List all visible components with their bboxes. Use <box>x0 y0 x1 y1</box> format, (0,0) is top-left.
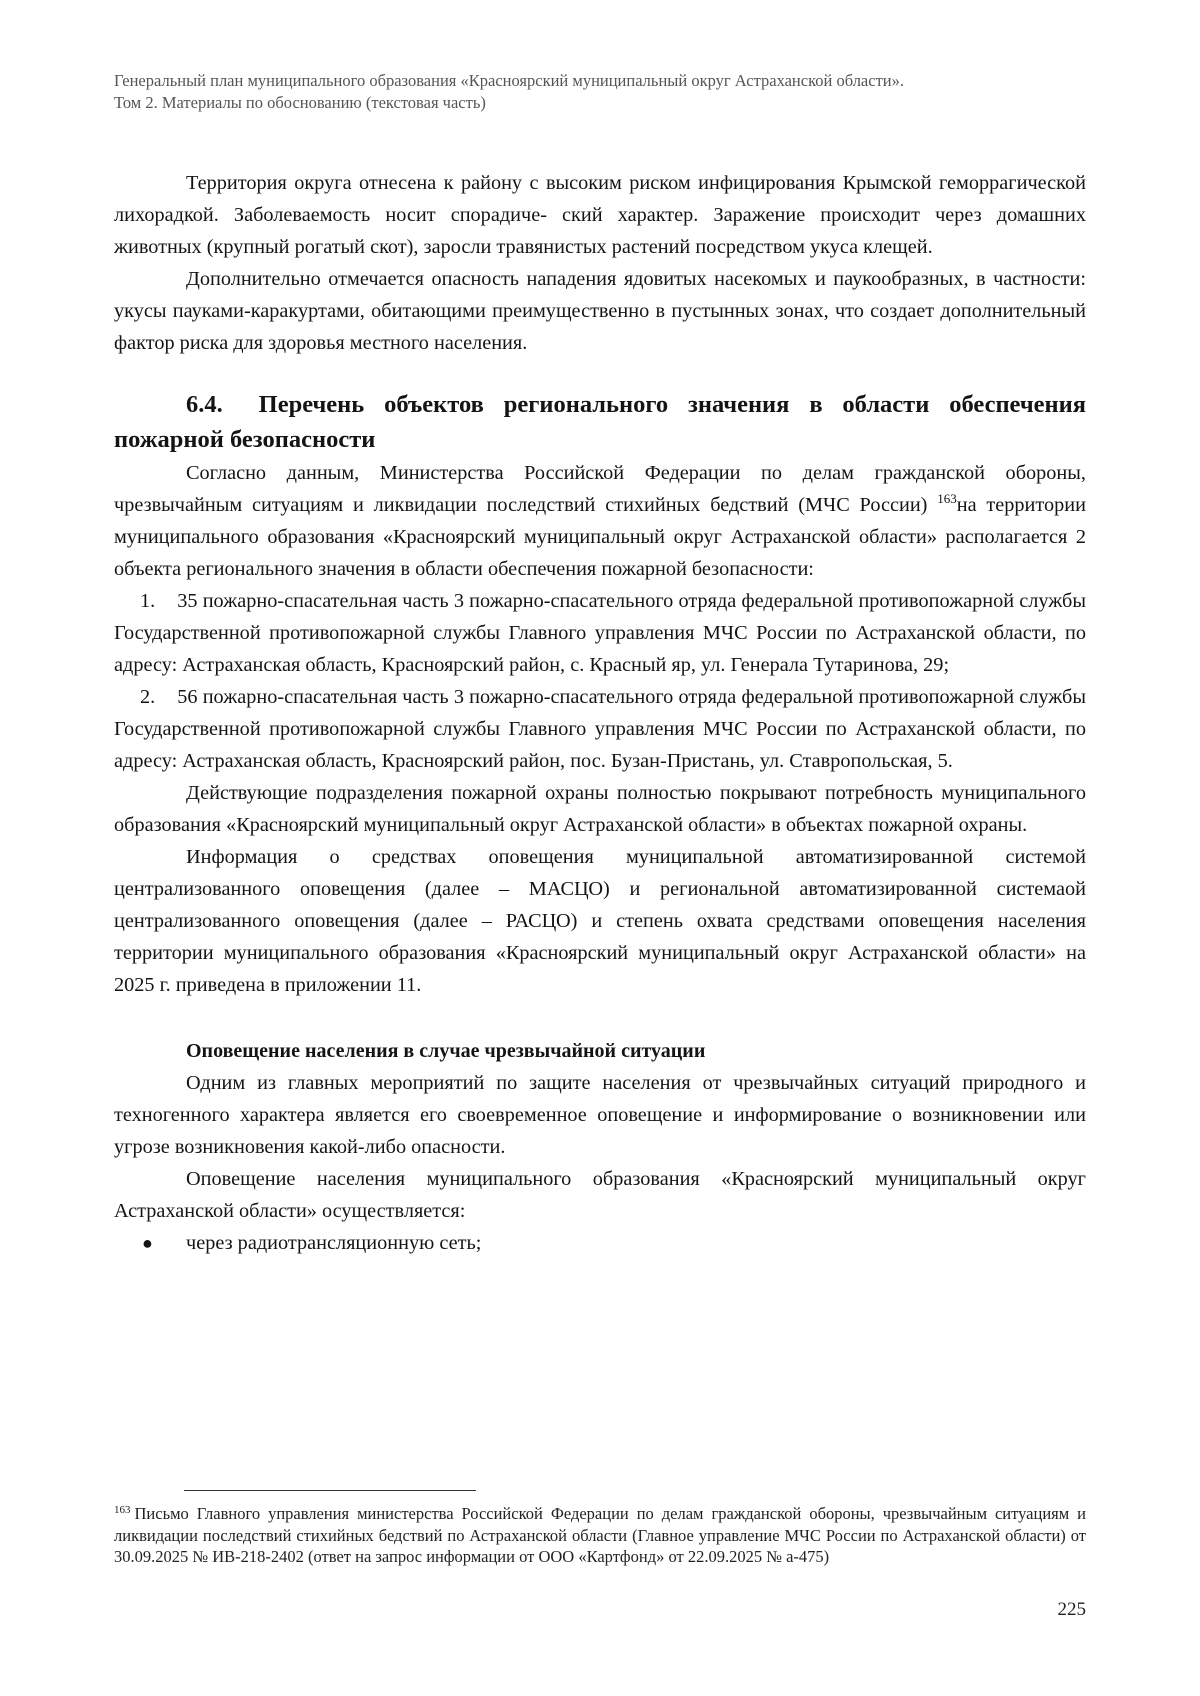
list-item-text: 56 пожарно-спасательная часть 3 пожарно-спасательного отряда федеральной противопожарной службы Государственной противопожарной службы Главного управления МЧС России по Астраханской области, по адресу: Астраханская область, Красноярский район, пос. Бузан-Пристань, ул. Ставропольская, 5. <box>114 686 1086 772</box>
paragraph: Одним из главных мероприятий по защите населения от чрезвычайных ситуаций природного и техногенного характера является его своевременное оповещение и информирование о возникновении или угрозе возникновения какой-либо опасности. <box>114 1072 1086 1158</box>
objects-list <box>114 585 1086 777</box>
list-item-text: 35 пожарно-спасательная часть 3 пожарно-спасательного отряда федеральной противопожарной службы Государственной противопожарной службы Главного управления МЧС России по Астраханской области, по адресу: Астраханская область, Красноярский район, с. Красный яр, ул. Генерала Тутаринова, 29; <box>114 590 1086 676</box>
bullet-text: через радиотрансляционную сеть; <box>186 1232 482 1254</box>
list-item <box>114 681 1086 777</box>
section-heading <box>114 387 1086 457</box>
footnote-text: Письмо Главного управления министерства Российской Федерации по делам гражданской обороны, чрезвычайным ситуациям и ликвидации последствий стихийных бедствий по Астраханской области (Главное управление МЧС России по Астраханской области) от 30.09.2025 № ИВ-218-2402 (ответ на запрос информации от ООО «Картфонд» от 22.09.2025 № а-475) <box>114 1504 1086 1566</box>
list-item <box>114 585 1086 681</box>
bullet-item <box>114 1227 1086 1259</box>
footnote-separator <box>184 1490 476 1491</box>
paragraph <box>114 457 1086 585</box>
section-title: Перечень объектов регионального значения в области обеспечения пожарной безопасности <box>114 391 1087 453</box>
paragraph: Территория округа отнесена к району с высоким риском инфицирования Крымской геморрагической лихорадкой. Заболеваемость носит спорадиче- ский характер. Заражение происходит через домашних животных (крупный рогатый скот), заросли травянистых растений посредством укуса клещей. <box>114 172 1086 258</box>
footnote-reference[interactable]: 163 <box>937 491 957 507</box>
page-number: 225 <box>1057 1599 1086 1620</box>
paragraph: Оповещение населения муниципального образования «Красноярский муниципальный округ Астраханской области» осуществляется: <box>114 1168 1086 1222</box>
paragraph-text: Согласно данным, Министерства Российской Федерации по делам гражданской обороны, чрезвычайным ситуациям и ликвидации последствий стихийных бедствий (МЧС России) <box>114 462 1086 516</box>
section-number: 6.4. <box>186 391 223 418</box>
paragraph: Информация о средствах оповещения муниципальной автоматизированной системой централизованного оповещения (далее – МАСЦО) и региональной автоматизированной системаой централизованного оповещения (далее – РАСЦО) и степень охвата средствами оповещения населения территории муниципального образования «Красноярский муниципальный округ Астраханской области» на 2025 г. приведена в приложении 11. <box>114 846 1086 996</box>
footnote-mark: 163 <box>114 1503 131 1516</box>
list-marker: 2. <box>140 686 156 708</box>
header-line-2: Том 2. Материалы по обоснованию (текстовая часть) <box>114 93 486 112</box>
subsection-heading: Оповещение населения в случае чрезвычайной ситуации <box>186 1040 706 1062</box>
paragraph: Дополнительно отмечается опасность нападения ядовитых насекомых и паукообразных, в частности: укусы пауками-каракуртами, обитающими преимущественно в пустынных зонах, что создает дополнительный фактор риска для здоровья местного населения. <box>114 268 1086 354</box>
bullet-list <box>114 1227 1086 1259</box>
running-header <box>114 70 1086 114</box>
body-text <box>114 167 1086 1259</box>
bullet-icon: ● <box>142 1233 153 1253</box>
header-line-1: Генеральный план муниципального образования «Красноярский муниципальный округ Астраханской области». <box>114 71 904 90</box>
footnote <box>114 1503 1086 1568</box>
list-marker: 1. <box>140 590 156 612</box>
paragraph-text: на территории муниципального образования «Красноярский муниципальный округ Астраханской области» располагается 2 объекта регионального значения в области обеспечения пожарной безопасности: <box>114 494 1086 580</box>
paragraph: Действующие подразделения пожарной охраны полностью покрывают потребность муниципального образования «Красноярский муниципальный округ Астраханской области» в объектах пожарной охраны. <box>114 782 1086 836</box>
